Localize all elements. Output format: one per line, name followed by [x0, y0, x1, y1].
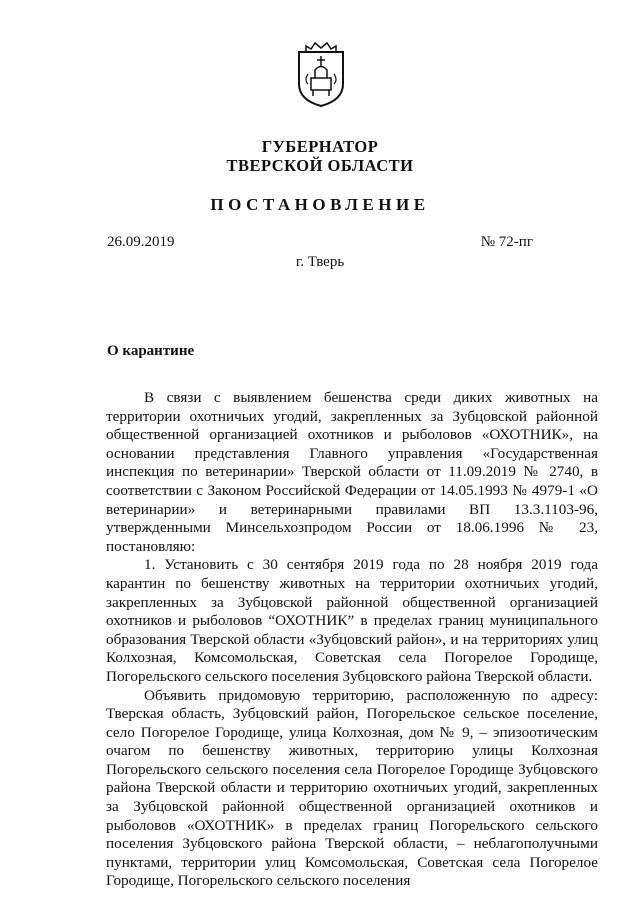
paragraph-declaration: Объявить придомовую территорию, расположенную по адресу: Тверская область, Зубцовский район, Погорельское сельское поселение, село Погорелое Городище, улица Колхозная, дом № 9, – эпизоотическим очагом по бешенству животных, территорию улицы Колхозная Погорельского сельского поселения села Погорелое Городище Зубцовского района Тверской области и территорию охотничьих угодий, закрепленных за Зубцовской районной общественной организацией охотников и рыболовов «ОХОТНИК» в пределах границ Погорельского сельского поселения Зубцовского района Тверской области, – неблагополучными пунктами, территории улиц Комсомольская, Советская села Погорелое Городище, Погорельского сельского поселения: [106, 686, 598, 890]
document-subject: О карантине: [107, 343, 195, 359]
authority-region: ТВЕРСКОЙ ОБЛАСТИ: [226, 156, 414, 175]
document-body: [106, 389, 598, 891]
document-city: г. Тверь: [295, 254, 345, 270]
document-number: № 72-пг: [480, 234, 533, 250]
tver-coat-of-arms-icon: [296, 40, 346, 108]
authority-title: ГУБЕРНАТОР: [261, 137, 379, 156]
document-type: ПОСТАНОВЛЕНИЕ: [210, 195, 430, 214]
document-date: 26.09.2019: [107, 234, 175, 250]
paragraph-item-1: 1. Установить с 30 сентября 2019 года по 28 ноября 2019 года карантин по бешенству животных на территории охотничьих угодий, закрепленных за Зубцовской районной общественной организацией охотников и рыболовов “ОХОТНИК” в пределах границ муниципального образования Тверской области «Зубцовский район», и на территориях улиц Колхозная, Комсомольская, Советская села Погорелое Городище, Погорельского сельского поселения Зубцовского района Тверской области.: [106, 556, 598, 685]
paragraph-preamble: В связи с выявлением бешенства среди диких животных на территории охотничьих угодий, закрепленных за Зубцовской районной общественной организацией охотников и рыболовов «ОХОТНИК», на основании представления Главного управления «Государственная инспекция по ветеринарии» Тверской области от 11.09.2019 № 2740, в соответствии с Законом Российской Федерации от 14.05.1993 № 4979-1 «О ветеринарии» и ветеринарными правилами ВП 13.3.1103-96, утвержденными Минсельхозпродом России от 18.06.1996 № 23, постановляю:: [106, 389, 598, 555]
